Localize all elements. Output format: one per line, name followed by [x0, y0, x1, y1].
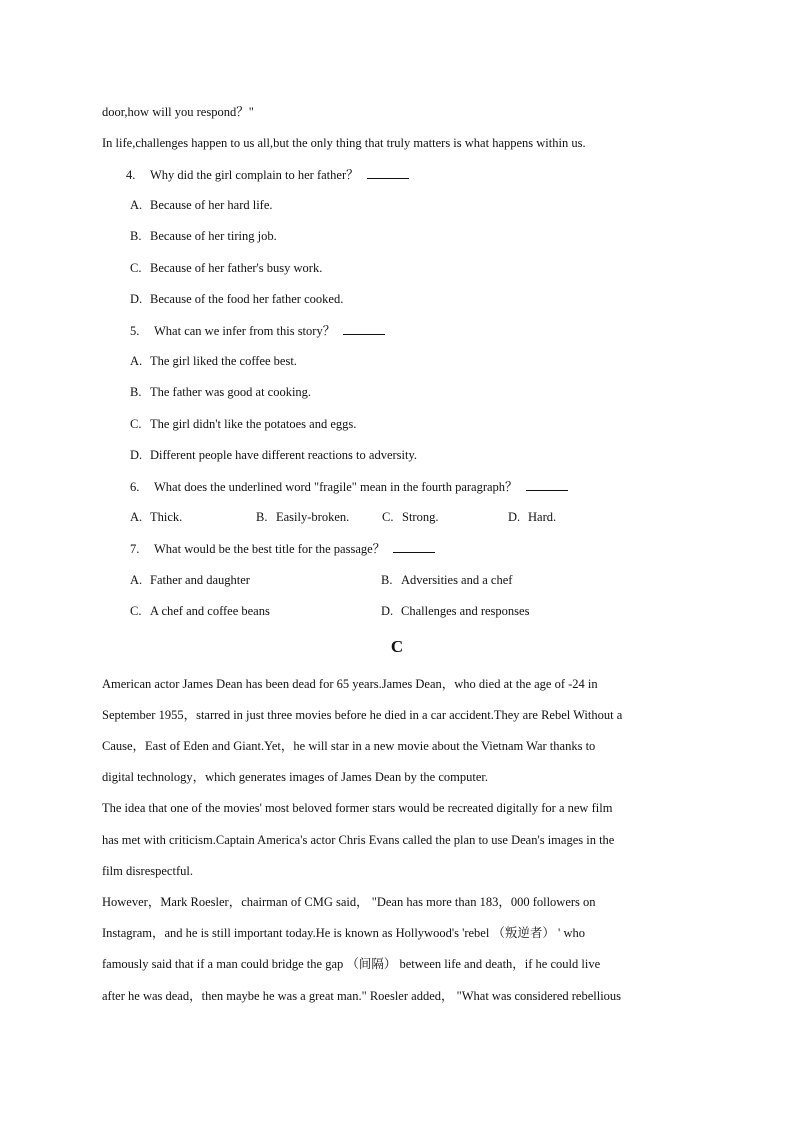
option-text: Hard.	[528, 510, 557, 524]
question-text: What can we infer from this story？	[154, 324, 336, 338]
option-letter: C.	[130, 604, 142, 618]
option-text: Father and daughter	[150, 573, 250, 587]
option-letter: D.	[130, 292, 143, 306]
question-6	[130, 478, 568, 495]
question-4	[126, 166, 409, 183]
passage-line: September 1955，starred in just three movies before he died in a car accident.They are Rebel Without a	[102, 708, 623, 722]
q5-option-b[interactable]	[130, 384, 311, 400]
option-letter: D.	[130, 448, 143, 462]
option-letter: A.	[130, 198, 143, 212]
option-text: Because of her father's busy work.	[150, 261, 323, 275]
option-letter: B.	[130, 229, 142, 243]
question-text: Why did the girl complain to her father？	[150, 168, 359, 182]
option-text: Because of her hard life.	[150, 198, 273, 212]
option-text: Thick.	[150, 510, 183, 524]
q7-option-c[interactable]	[130, 603, 270, 619]
option-text: The girl liked the coffee best.	[150, 354, 297, 368]
q4-option-d[interactable]	[130, 291, 343, 307]
section-heading: C	[390, 637, 404, 656]
passage-line: American actor James Dean has been dead for 65 years.James Dean，who died at the age of -24 in	[102, 677, 598, 691]
option-text: A chef and coffee beans	[150, 604, 270, 618]
q6-option-b[interactable]	[256, 509, 349, 525]
option-letter: A.	[130, 354, 143, 368]
q7-option-b[interactable]	[381, 572, 512, 588]
q4-option-a[interactable]	[130, 197, 273, 213]
passage-line: However，Mark Roesler，chairman of CMG said， "Dean has more than 183，000 followers on	[102, 895, 596, 909]
q5-option-c[interactable]	[130, 416, 356, 432]
intro-line-2: In life,challenges happen to us all,but the only thing that truly matters is what happens within us.	[102, 136, 586, 150]
question-number: 7.	[130, 542, 140, 556]
option-letter: D.	[508, 510, 521, 524]
option-letter: B.	[381, 573, 393, 587]
option-text: Different people have different reactions to adversity.	[150, 448, 418, 462]
passage-line: film disrespectful.	[102, 864, 193, 878]
option-text: Because of her tiring job.	[150, 229, 277, 243]
q4-option-b[interactable]	[130, 228, 277, 244]
q7-option-d[interactable]	[381, 603, 529, 619]
question-number: 5.	[130, 324, 140, 338]
option-letter: A.	[130, 510, 143, 524]
option-letter: B.	[130, 385, 142, 399]
answer-blank[interactable]	[367, 166, 409, 179]
passage-line: has met with criticism.Captain America's actor Chris Evans called the plan to use Dean's images in the	[102, 833, 615, 847]
q6-option-d[interactable]	[508, 509, 556, 525]
q4-option-c[interactable]	[130, 260, 322, 276]
option-text: The girl didn't like the potatoes and eggs.	[150, 417, 357, 431]
answer-blank[interactable]	[343, 322, 385, 335]
q5-option-d[interactable]	[130, 447, 417, 463]
answer-blank[interactable]	[393, 540, 435, 553]
answer-blank[interactable]	[526, 478, 568, 491]
question-number: 6.	[130, 480, 140, 494]
option-letter: D.	[381, 604, 394, 618]
option-text: Strong.	[402, 510, 439, 524]
question-text: What would be the best title for the passage？	[154, 542, 386, 556]
option-letter: C.	[130, 417, 142, 431]
option-text: Easily-broken.	[276, 510, 350, 524]
passage-line: famously said that if a man could bridge the gap （间隔） between life and death，if he could live	[102, 957, 601, 971]
q5-option-a[interactable]	[130, 353, 297, 369]
option-letter: C.	[130, 261, 142, 275]
question-text: What does the underlined word "fragile" mean in the fourth paragraph？	[154, 480, 518, 494]
option-letter: B.	[256, 510, 268, 524]
question-5	[130, 322, 385, 339]
intro-line-1: door,how will you respond？"	[102, 105, 254, 119]
passage-line: after he was dead，then maybe he was a great man." Roesler added， "What was considered rebellious	[102, 989, 622, 1003]
option-text: Adversities and a chef	[401, 573, 513, 587]
option-text: The father was good at cooking.	[150, 385, 312, 399]
q6-option-a[interactable]	[130, 509, 182, 525]
option-letter: C.	[382, 510, 394, 524]
question-7	[130, 540, 435, 557]
question-number: 4.	[126, 168, 136, 182]
option-text: Because of the food her father cooked.	[150, 292, 344, 306]
passage-line: Cause，East of Eden and Giant.Yet，he will star in a new movie about the Vietnam War thanks to	[102, 739, 596, 753]
q7-option-a[interactable]	[130, 572, 250, 588]
q6-option-c[interactable]	[382, 509, 438, 525]
option-letter: A.	[130, 573, 143, 587]
option-text: Challenges and responses	[401, 604, 530, 618]
passage-line: Instagram，and he is still important today.He is known as Hollywood's 'rebel （叛逆者） ' who	[102, 926, 585, 940]
passage-line: The idea that one of the movies' most beloved former stars would be recreated digitally for a new film	[102, 801, 613, 815]
passage-line: digital technology，which generates images of James Dean by the computer.	[102, 770, 488, 784]
